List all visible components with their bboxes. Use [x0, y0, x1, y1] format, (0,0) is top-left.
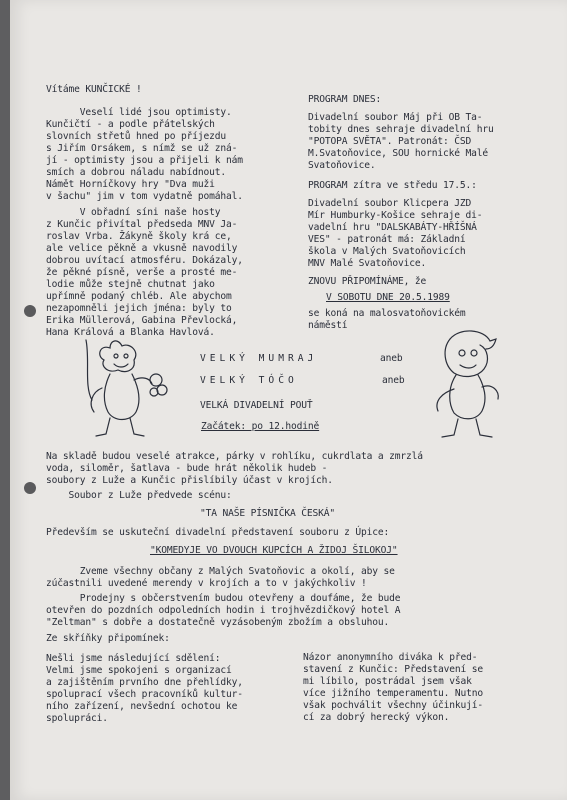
text-line: Divadelní soubor Klicpera JZD	[308, 198, 472, 209]
program-today-title: PROGRAM DNES:	[308, 94, 382, 105]
text-line: smích a dobrou náladu nabídnout.	[46, 167, 227, 178]
reminder-title: ZNOVU PŘIPOMÍNÁME, že	[308, 276, 427, 287]
text-line: stavení z Kunčic: Představení se	[303, 664, 484, 675]
punch-hole	[24, 305, 36, 317]
text-line: jí - optimisty jsou a přijeli k nám	[46, 155, 243, 166]
reminder-date: V SOBOTU DNE 20.5.1989	[326, 292, 450, 303]
event-line-2-tail: aneb	[382, 375, 405, 386]
text-line: roslav Vrba. Žákyně školy krá ce,	[46, 231, 232, 242]
text-line: nezapomněli jejich jména: byly to	[46, 303, 232, 314]
text-line: spolupráci.	[46, 713, 108, 724]
text-line: ale velice pěkně a vkusně navodily	[46, 243, 238, 254]
event-line-2: VELKÝ TÓČO	[200, 375, 298, 386]
text-line: Prodejny s občerstvením budou otevřeny a doufáme, že bude	[46, 593, 401, 604]
text-line: dobrou uvítací atmosféru. Dokázaly,	[46, 255, 243, 266]
text-line: Erika Müllerová, Gabina Převlocká,	[46, 315, 238, 326]
cartoon-man-right-icon	[420, 325, 510, 440]
greeting-heading: Vítáme KUNČICKÉ !	[46, 84, 142, 95]
text-line: spoluprací všech pracovníků kultur-	[46, 689, 243, 700]
text-line: Velmi jsme spokojeni s organizací	[46, 665, 232, 676]
text-line: MNV Malé Svatoňovice.	[308, 258, 427, 269]
text-line: cí za dobrý herecký výkon.	[303, 712, 450, 723]
text-line: lodie může stejně chutnat jako	[46, 279, 215, 290]
program-tomorrow-title: PROGRAM zítra ve středu 17.5.:	[308, 180, 477, 191]
text-line: Svatoňovice.	[308, 160, 376, 171]
text-line: náměstí	[308, 320, 348, 331]
text-line: a zajištěním prvního dne přehlídky,	[46, 677, 243, 688]
text-line: tobity dnes sehraje divadelní hru	[308, 124, 494, 135]
play-title: "KOMEDYJE VO DVOUCH KUPCÍCH A ŽIDOJ ŠILOKOJ"	[150, 545, 398, 556]
scene-title: "TA NAŠE PÍSNIČKA ČESKÁ"	[200, 508, 336, 519]
main-paragraph-3: Především se uskuteční divadelní představení souboru z Úpice:	[46, 527, 390, 538]
text-line: M.Svatoňovice, SOU hornické Malé	[308, 148, 489, 159]
text-line: mi líbilo, postrádal jsem však	[303, 676, 472, 687]
text-line: Hana Králová a Blanka Havlová.	[46, 327, 215, 338]
text-line: že pěkné písně, verše a prosté me-	[46, 267, 238, 278]
text-line: VES" - patronát má: Základní	[308, 234, 466, 245]
text-line: Na skladě budou veselé atrakce, párky v rohlíku, cukrdlata a zmrzlá	[46, 451, 423, 462]
text-line: slovních střetů hned po příjezdu	[46, 131, 227, 142]
text-line: Názor anonymního diváka k před-	[303, 652, 478, 663]
text-line: se koná na malosvatoňovickém	[308, 308, 466, 319]
text-line: vadelní hru "DALSKABÁTY-HŘÍŠNÁ	[308, 222, 477, 233]
event-line-3: VELKÁ DIVADELNÍ POUŤ	[200, 400, 313, 411]
cartoon-man-icon	[80, 330, 175, 440]
text-line: "Zeltman" s dobře a dostatečně vyzásobeným zbožím a obsluhou.	[46, 617, 390, 628]
text-line: však pochválit všechny účinkují-	[303, 700, 484, 711]
punch-hole	[24, 482, 36, 494]
text-line: Námět Horníčkovy hry "Dva muži	[46, 179, 215, 190]
text-line: škola v Malých Svatoňovicích	[308, 246, 466, 257]
text-line: voda, siloměr, šatlava - bude hrát několik hudeb -	[46, 463, 328, 474]
event-line-1: VELKÝ MUMRAJ	[200, 353, 318, 364]
text-line: Zveme všechny občany z Malých Svatoňovic a okolí, aby se	[46, 566, 395, 577]
event-start-time: Začátek: po 12.hodině	[201, 421, 320, 432]
text-line: v šachu" jim v tom vydatně pomáhal.	[46, 191, 243, 202]
event-line-1-tail: aneb	[380, 353, 403, 364]
text-line: ního zařízení, nevšední ochotou ke	[46, 701, 238, 712]
text-line: Kunčičtí - a podle přátelských	[46, 119, 215, 130]
text-line: "POTOPA SVĚTA". Patronát: ČSD	[308, 136, 472, 147]
closet-title: Ze skříňky připomínek:	[46, 633, 170, 644]
text-line: Veselí lidé jsou optimisty.	[46, 107, 232, 118]
text-line: Divadelní soubor Máj při OB Ta-	[308, 112, 483, 123]
text-line: upřímně podaný chléb. Ale abychom	[46, 291, 232, 302]
text-line: z Kunčic přivítal předseda MNV Ja-	[46, 219, 238, 230]
text-line: více jižního temperamentu. Nutno	[303, 688, 484, 699]
text-line: soubory z Luže a Kunčic přislíbily účast v krojích.	[46, 475, 333, 486]
text-line: s Jiřím Orsákem, s nímž se už zná-	[46, 143, 238, 154]
text-line: zúčastnili uvedené merendy v krojích a to v jakýchkoliv !	[46, 578, 367, 589]
text-line: otevřen do pozdních odpoledních hodin i trojhvězdičkový hotel A	[46, 605, 401, 616]
text-line: Nešli jsme následující sdělení:	[46, 653, 221, 664]
text-line: V obřadní síni naše hosty	[46, 207, 221, 218]
text-line: Mír Humburky-Košice sehraje di-	[308, 210, 483, 221]
main-paragraph-2: Soubor z Luže předvede scénu:	[46, 490, 232, 501]
